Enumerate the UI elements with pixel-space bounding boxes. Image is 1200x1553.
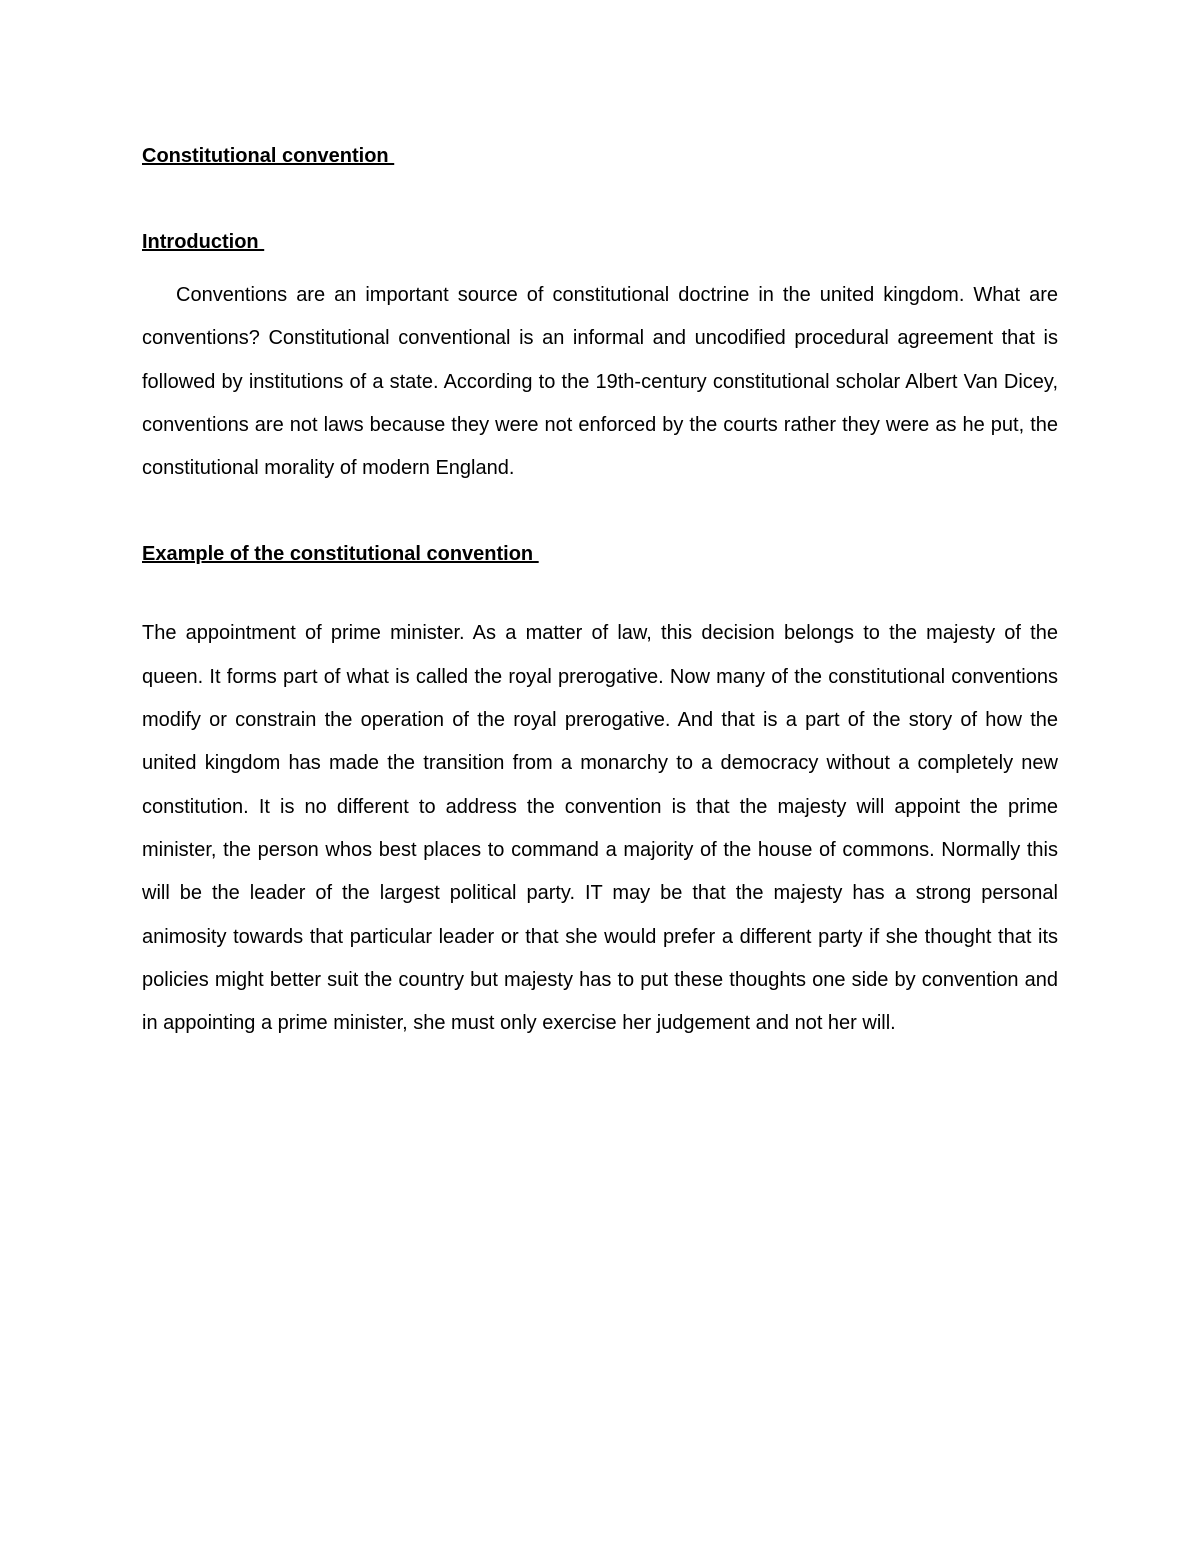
document-body: [142, 142, 1058, 1045]
section-heading-introduction: Introduction: [142, 231, 265, 253]
document-title: Constitutional convention: [142, 145, 395, 167]
introduction-paragraph: Conventions are an important source of constitutional doctrine in the united kingdom. What are conventions? Constitutional conventional is an informal and uncodified procedural agreement that is followed by institutions of a state. According to the 19th-century constitutional scholar Albert Van Dicey, conventions are not laws because they were not enforced by the courts rather they were as he put, the constitutional morality of modern England.: [142, 284, 1058, 480]
example-paragraph: The appointment of prime minister. As a matter of law, this decision belongs to the majesty of the queen. It forms part of what is called the royal prerogative. Now many of the constitutional conventions modify or constrain the operation of the royal prerogative. And that is a part of the story of how the united kingdom has made the transition from a monarchy to a democracy without a completely new constitution. It is no different to address the convention is that the majesty will appoint the prime minister, the person whos best places to command a majority of the house of commons. Normally this will be the leader of the largest political party. IT may be that the majesty has a strong personal animosity towards that particular leader or that she would prefer a different party if she thought that its policies might better suit the country but majesty has to put these thoughts one side by convention and in appointing a prime minister, she must only exercise her judgement and not her will.: [142, 622, 1058, 1035]
section-heading-example: Example of the constitutional convention: [142, 543, 539, 566]
